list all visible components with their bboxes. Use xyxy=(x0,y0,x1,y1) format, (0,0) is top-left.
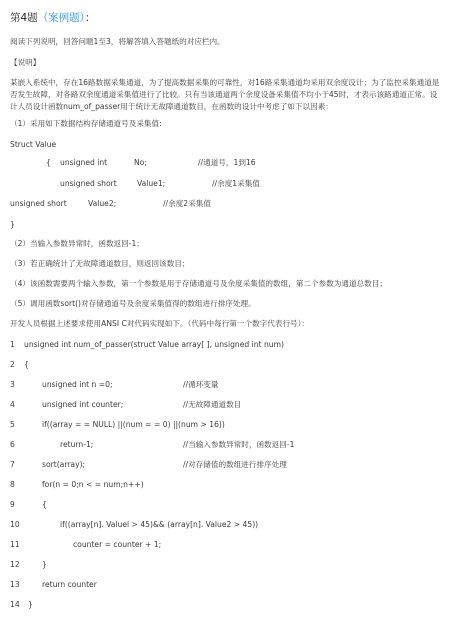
struct-field2-type: unsigned short xyxy=(60,179,117,188)
item-5: （5）调用函数sort()对存储通道号及余度采集值得的数组进行排序处理。 xyxy=(10,299,256,308)
code-line-text: if((array = = NULL) ||(num = = 0) ||(num > 16)) xyxy=(42,420,225,429)
line-number: 2 xyxy=(10,360,15,369)
code-line-text: { xyxy=(42,500,47,509)
line-number: 6 xyxy=(10,440,15,449)
item-4: （4）该函数需要两个输入参数，第一个参数是用于存储通道号及余度采集值的数组，第二个参数为通道总数目； xyxy=(10,279,387,288)
struct-field1-name: No; xyxy=(134,158,147,167)
intro-text: 阅读下列说明，回答问题1至3，将解答填入答题纸的对应栏内。 xyxy=(10,37,225,46)
code-line-text: return counter xyxy=(42,580,97,589)
struct-field3-name: Value2; xyxy=(88,199,117,208)
code-line-text: } xyxy=(42,560,47,569)
item-2: （2）当输入参数异常时，函数返回-1； xyxy=(10,239,144,248)
case-question-tag[interactable]: （案例题） xyxy=(37,12,85,24)
description-line-1: 某嵌入系统中，存在16路数据采集通道，为了提高数据采集的可靠性，对16路采集通道均采用双余度设计；为了监控采集通道是 xyxy=(10,78,440,87)
item-1: （1）采用如下数据结构存储通道号及采集值: xyxy=(10,119,162,128)
description-line-3: 计人员设计函数num_of_passer用于统计无故障通道数目，在函数的设计中考虑了如下以因素： xyxy=(10,102,333,111)
line-number: 13 xyxy=(10,580,20,589)
struct-open-brace: { xyxy=(46,158,51,167)
code-line-text: { xyxy=(24,360,29,369)
code-line-text: unsigned int num_of_passer(struct Value array[ ], unsigned int num) xyxy=(24,340,284,349)
line-number: 5 xyxy=(10,420,15,429)
line-number: 3 xyxy=(10,380,15,389)
line-number: 12 xyxy=(10,560,20,569)
line-number: 8 xyxy=(10,480,15,489)
struct-close-brace: } xyxy=(10,220,15,229)
code-line-comment: //无故障通道数目 xyxy=(183,400,242,409)
code-line-comment: //循环变量 xyxy=(183,380,219,389)
line-number: 9 xyxy=(10,500,15,509)
struct-header: Struct Value xyxy=(10,140,57,149)
code-line-text: unsigned int n =0; xyxy=(42,380,113,389)
code-line-text: return-1; xyxy=(60,440,94,449)
line-number: 1 xyxy=(10,340,15,349)
struct-field2-name: Value1; xyxy=(137,179,166,188)
code-line-text: sort(array); xyxy=(42,460,86,469)
title-colon: ： xyxy=(84,12,96,24)
item-3: （3）若正确统计了无故障通道数目，则返回该数目； xyxy=(10,259,190,268)
section-label: 【说明】 xyxy=(10,58,41,67)
line-number: 7 xyxy=(10,460,15,469)
struct-field1-comment: //通道号，1到16 xyxy=(198,158,256,167)
question-title xyxy=(10,11,95,25)
description-line-2: 否发生故障，对各路双余度通道采集值进行了比较。只有当该通道两个余度设备采集值不均小于45时，才表示该路通道正常。设 xyxy=(10,90,438,99)
code-intro: 开发人员根据上述要求使用ANSI C对代码实现如下。（代码中每行第一个数字代表行号）： xyxy=(10,319,310,328)
line-number: 11 xyxy=(10,540,20,549)
code-line-comment: //当输入参数异常时，函数返回-1 xyxy=(183,440,295,449)
struct-field3-type: unsigned short xyxy=(10,199,67,208)
code-line-comment: //对存储值的数组进行排序处理 xyxy=(183,460,287,469)
question-number: 第4题 xyxy=(10,12,38,24)
code-line-text: unsigned int counter; xyxy=(42,400,124,409)
code-line-text: } xyxy=(28,600,33,609)
line-number: 4 xyxy=(10,400,15,409)
code-line-text: if((array[n]. Valuel > 45)&& (array[n]. Value2 > 45)) xyxy=(60,520,259,529)
struct-field3-comment: //余度2采集值 xyxy=(163,199,211,208)
line-number: 14 xyxy=(10,600,20,609)
struct-field1-type: unsigned int xyxy=(60,158,108,167)
struct-field2-comment: //余度1采集值 xyxy=(212,179,260,188)
line-number: 10 xyxy=(10,520,20,529)
code-line-text: for(n = 0;n < = num;n++) xyxy=(42,480,144,489)
code-line-text: counter = counter + 1; xyxy=(73,540,162,549)
